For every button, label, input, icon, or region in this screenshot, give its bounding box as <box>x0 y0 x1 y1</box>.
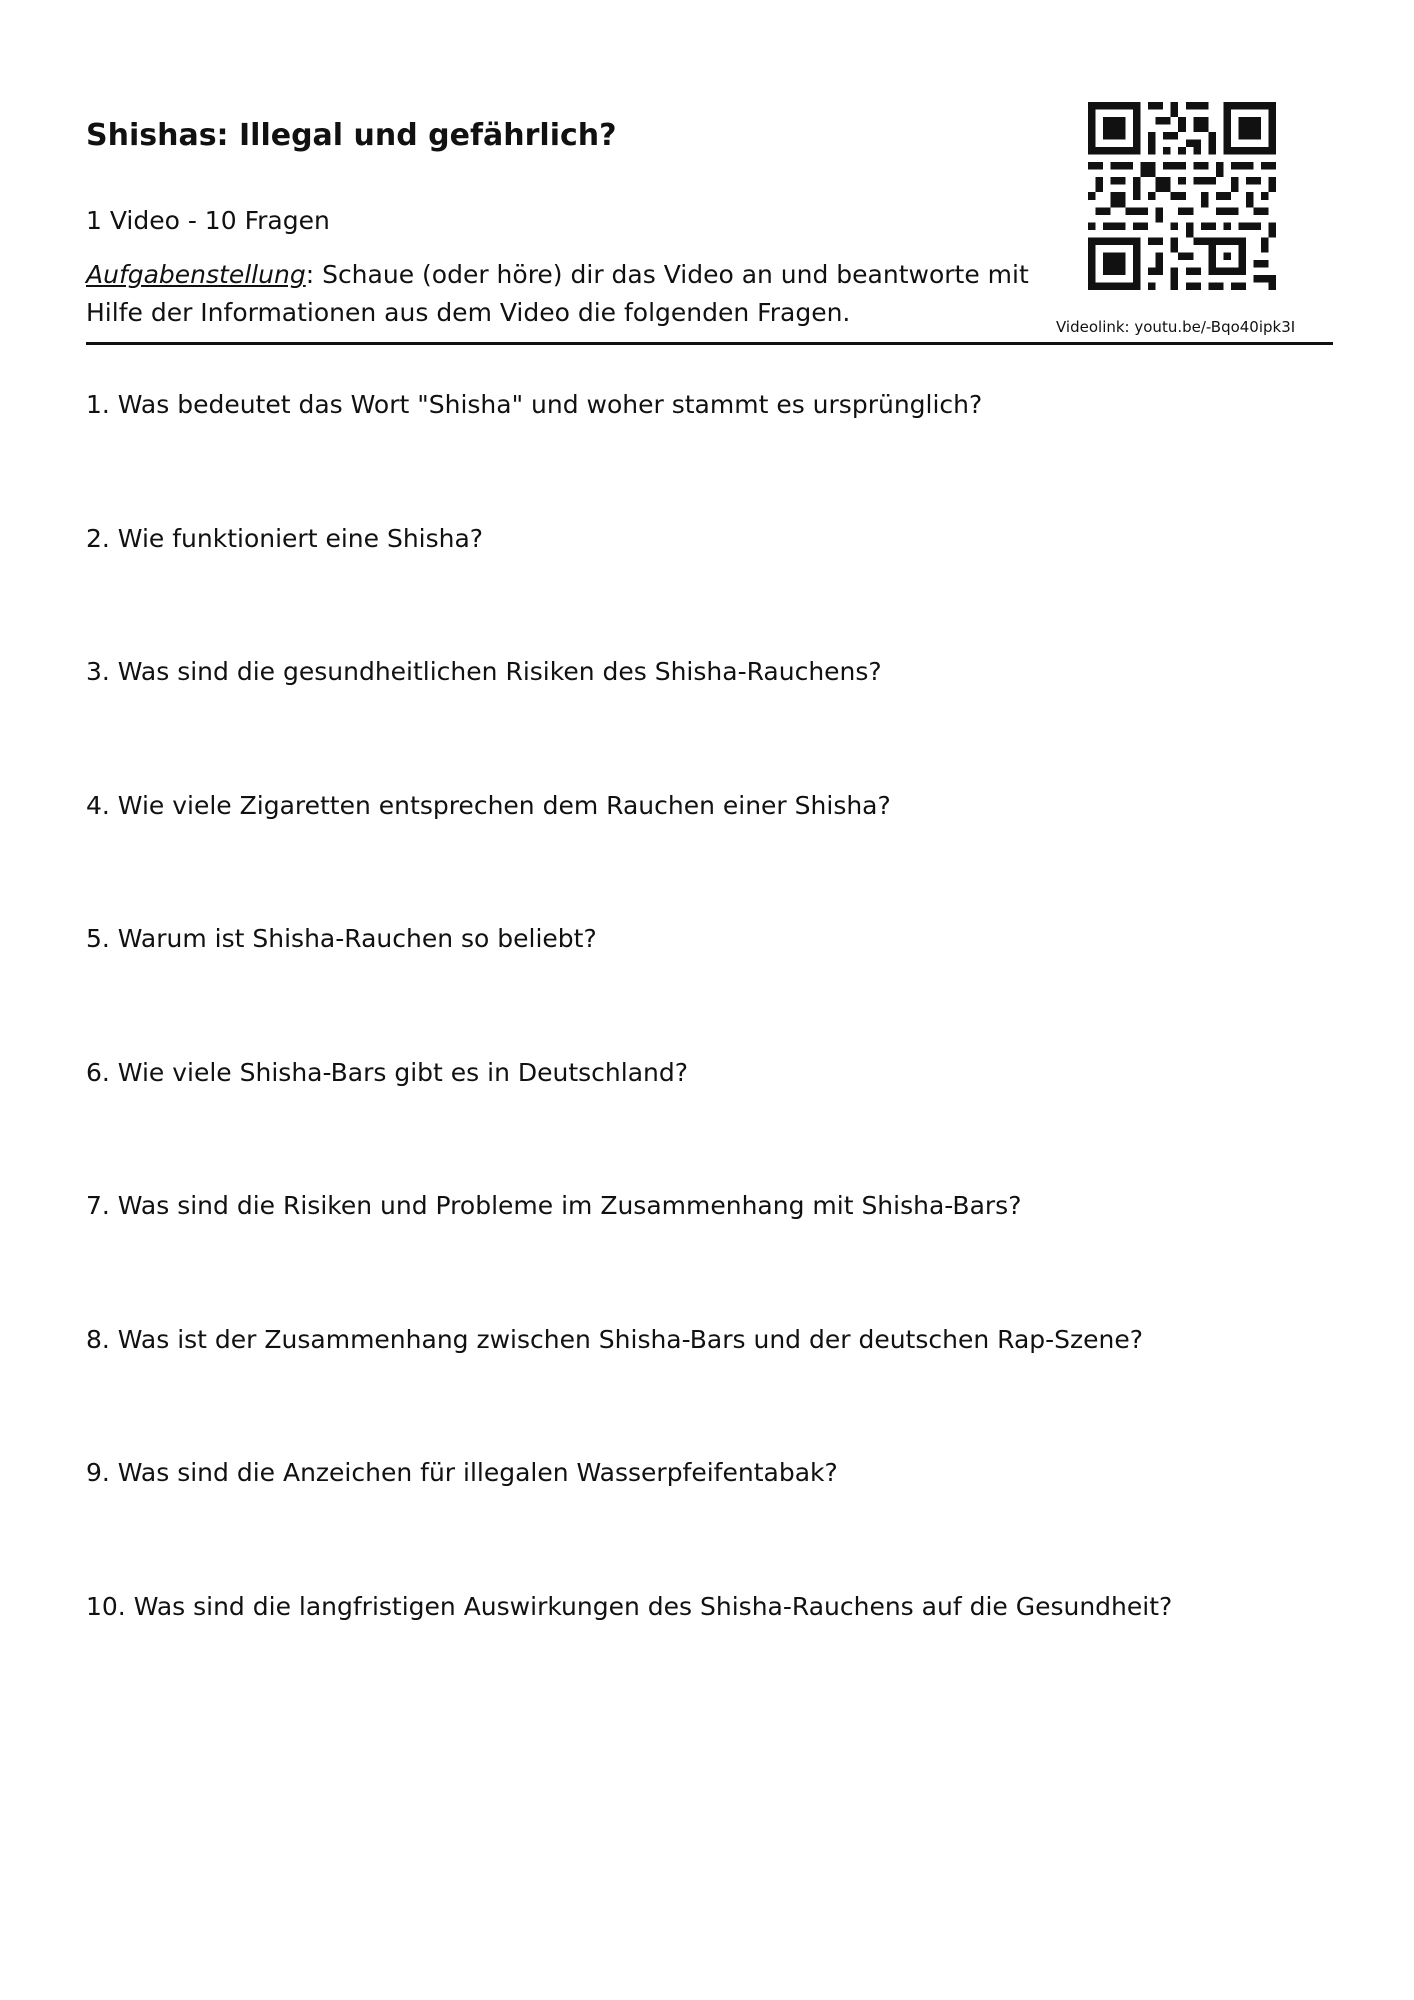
question-5: 5. Warum ist Shisha-Rauchen so beliebt? <box>86 924 597 953</box>
qr-code-icon[interactable] <box>1088 102 1276 290</box>
instructions-label: Aufgabenstellung <box>86 260 306 289</box>
question-4: 4. Wie viele Zigaretten entsprechen dem Rauchen einer Shisha? <box>86 790 891 820</box>
question-2: 2. Wie funktioniert eine Shisha? <box>86 523 484 553</box>
question-3: 3. Was sind die gesundheitlichen Risiken des Shisha-Rauchens? <box>86 657 882 686</box>
instructions-text: : Schaue (oder höre) dir das Video an und beantworte mit Hilfe der Informationen aus dem Video die folgenden Fragen. <box>86 260 1029 327</box>
page-subtitle: 1 Video - 10 Fragen <box>86 206 330 235</box>
video-link[interactable]: Videolink: youtu.be/-Bqo40ipk3I <box>1056 318 1296 336</box>
header-divider <box>86 342 1333 345</box>
question-9: 9. Was sind die Anzeichen für illegalen Wasserpfeifentabak? <box>86 1458 838 1487</box>
question-8: 8. Was ist der Zusammenhang zwischen Shisha-Bars und der deutschen Rap-Szene? <box>86 1324 1144 1354</box>
question-10: 10. Was sind die langfristigen Auswirkungen des Shisha-Rauchens auf die Gesundheit? <box>86 1591 1173 1621</box>
question-7: 7. Was sind die Risiken und Probleme im Zusammenhang mit Shisha-Bars? <box>86 1191 1022 1220</box>
page-title: Shishas: Illegal und gefährlich? <box>86 118 617 153</box>
instructions <box>86 256 1046 332</box>
question-1: 1. Was bedeutet das Wort "Shisha" und woher stammt es ursprünglich? <box>86 390 983 419</box>
question-6: 6. Wie viele Shisha-Bars gibt es in Deutschland? <box>86 1057 689 1087</box>
question-list <box>86 390 1172 1725</box>
